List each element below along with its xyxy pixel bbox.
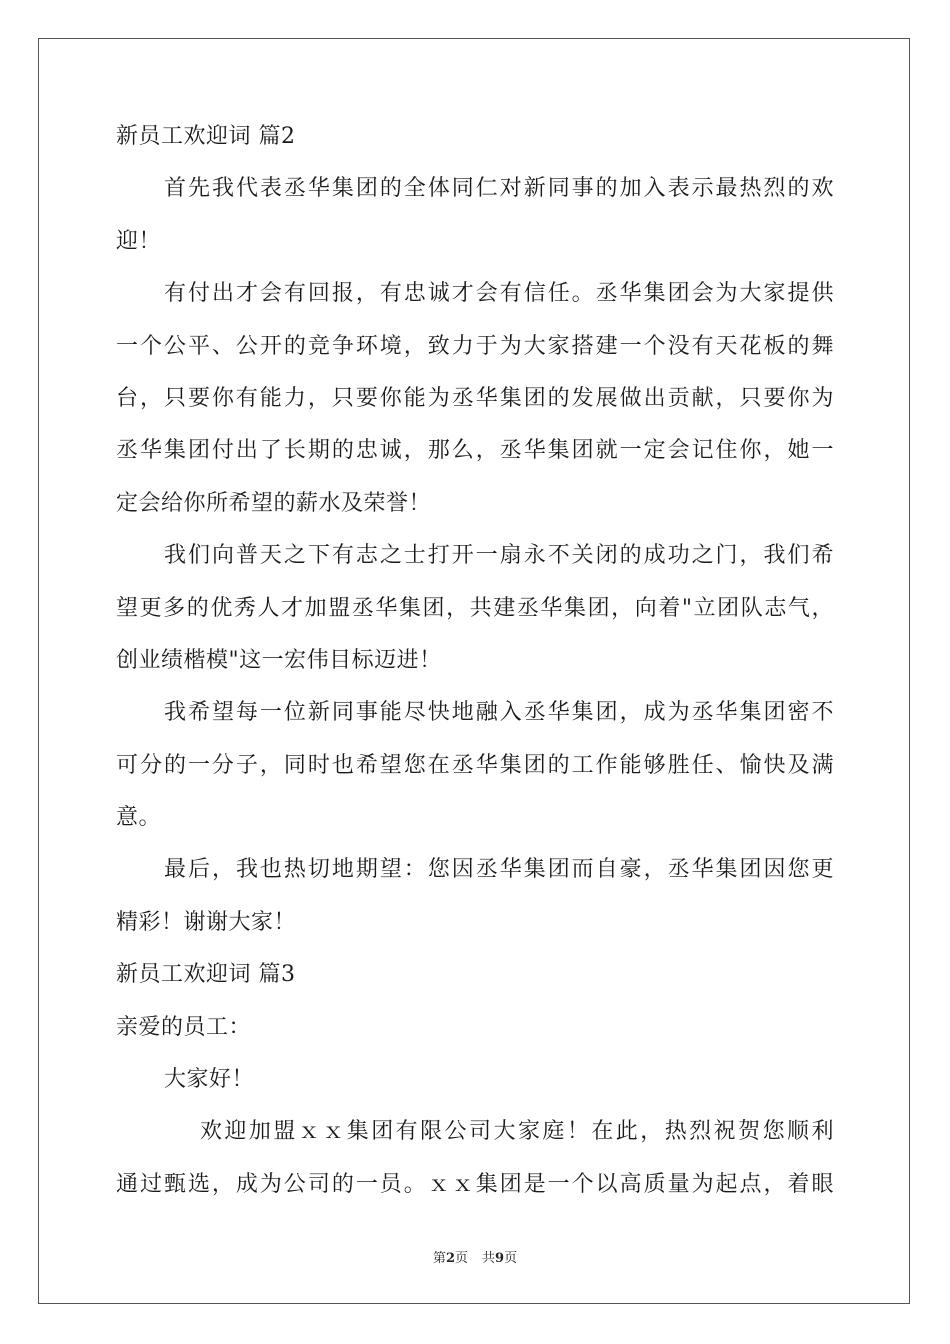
paragraph-line: 丞华集团付出了长期的忠诚，那么，丞华集团就一定会记住你，她一 xyxy=(116,438,834,464)
paragraph-line: 创业绩楷模"这一宏伟目标迈进！ xyxy=(116,647,442,673)
paragraph-line: 意。 xyxy=(116,805,162,831)
page-suffix: 页 xyxy=(454,1251,468,1266)
page-number: 2 xyxy=(445,1251,455,1266)
total-suffix: 页 xyxy=(504,1251,518,1266)
total-pages: 9 xyxy=(495,1251,505,1266)
page-footer xyxy=(0,1247,950,1266)
document-body xyxy=(116,124,834,1224)
paragraph-line: 精彩！谢谢大家！ xyxy=(116,909,297,935)
paragraph-line: 我们向普天之下有志之士打开一扇永不关闭的成功之门，我们希 xyxy=(164,543,834,569)
total-prefix: 共 xyxy=(482,1251,496,1266)
paragraph-line: 欢迎加盟ｘｘ集团有限公司大家庭！在此，热烈祝贺您顺利 xyxy=(200,1119,834,1145)
paragraph-line: 迎！ xyxy=(116,228,162,254)
section-heading-2: 新员工欢迎词 篇2 xyxy=(116,124,296,149)
page-prefix: 第 xyxy=(432,1251,446,1266)
paragraph-line: 定会给你所希望的薪水及荣誉！ xyxy=(116,490,432,516)
paragraph-line: 望更多的优秀人才加盟丞华集团，共建丞华集团，向着"立团队志气， xyxy=(116,595,834,621)
salutation: 亲爱的员工： xyxy=(116,1014,252,1040)
paragraph-line: 我希望每一位新同事能尽快地融入丞华集团，成为丞华集团密不 xyxy=(164,700,834,726)
paragraph-line: 首先我代表丞华集团的全体同仁对新同事的加入表示最热烈的欢 xyxy=(164,176,834,202)
paragraph-line: 有付出才会有回报，有忠诚才会有信任。丞华集团会为大家提供 xyxy=(164,281,834,307)
paragraph-line: 一个公平、公开的竞争环境，致力于为大家搭建一个没有天花板的舞 xyxy=(116,333,834,359)
greeting: 大家好！ xyxy=(164,1067,255,1093)
paragraph-line: 通过甄选，成为公司的一员。ｘｘ集团是一个以高质量为起点，着眼 xyxy=(116,1171,834,1197)
paragraph-line: 台，只要你有能力，只要你能为丞华集团的发展做出贡献，只要你为 xyxy=(116,385,834,411)
paragraph-line: 最后，我也热切地期望：您因丞华集团而自豪，丞华集团因您更 xyxy=(164,857,834,883)
paragraph-line: 可分的一分子，同时也希望您在丞华集团的工作能够胜任、愉快及满 xyxy=(116,752,834,778)
section-heading-3: 新员工欢迎词 篇3 xyxy=(116,962,296,988)
